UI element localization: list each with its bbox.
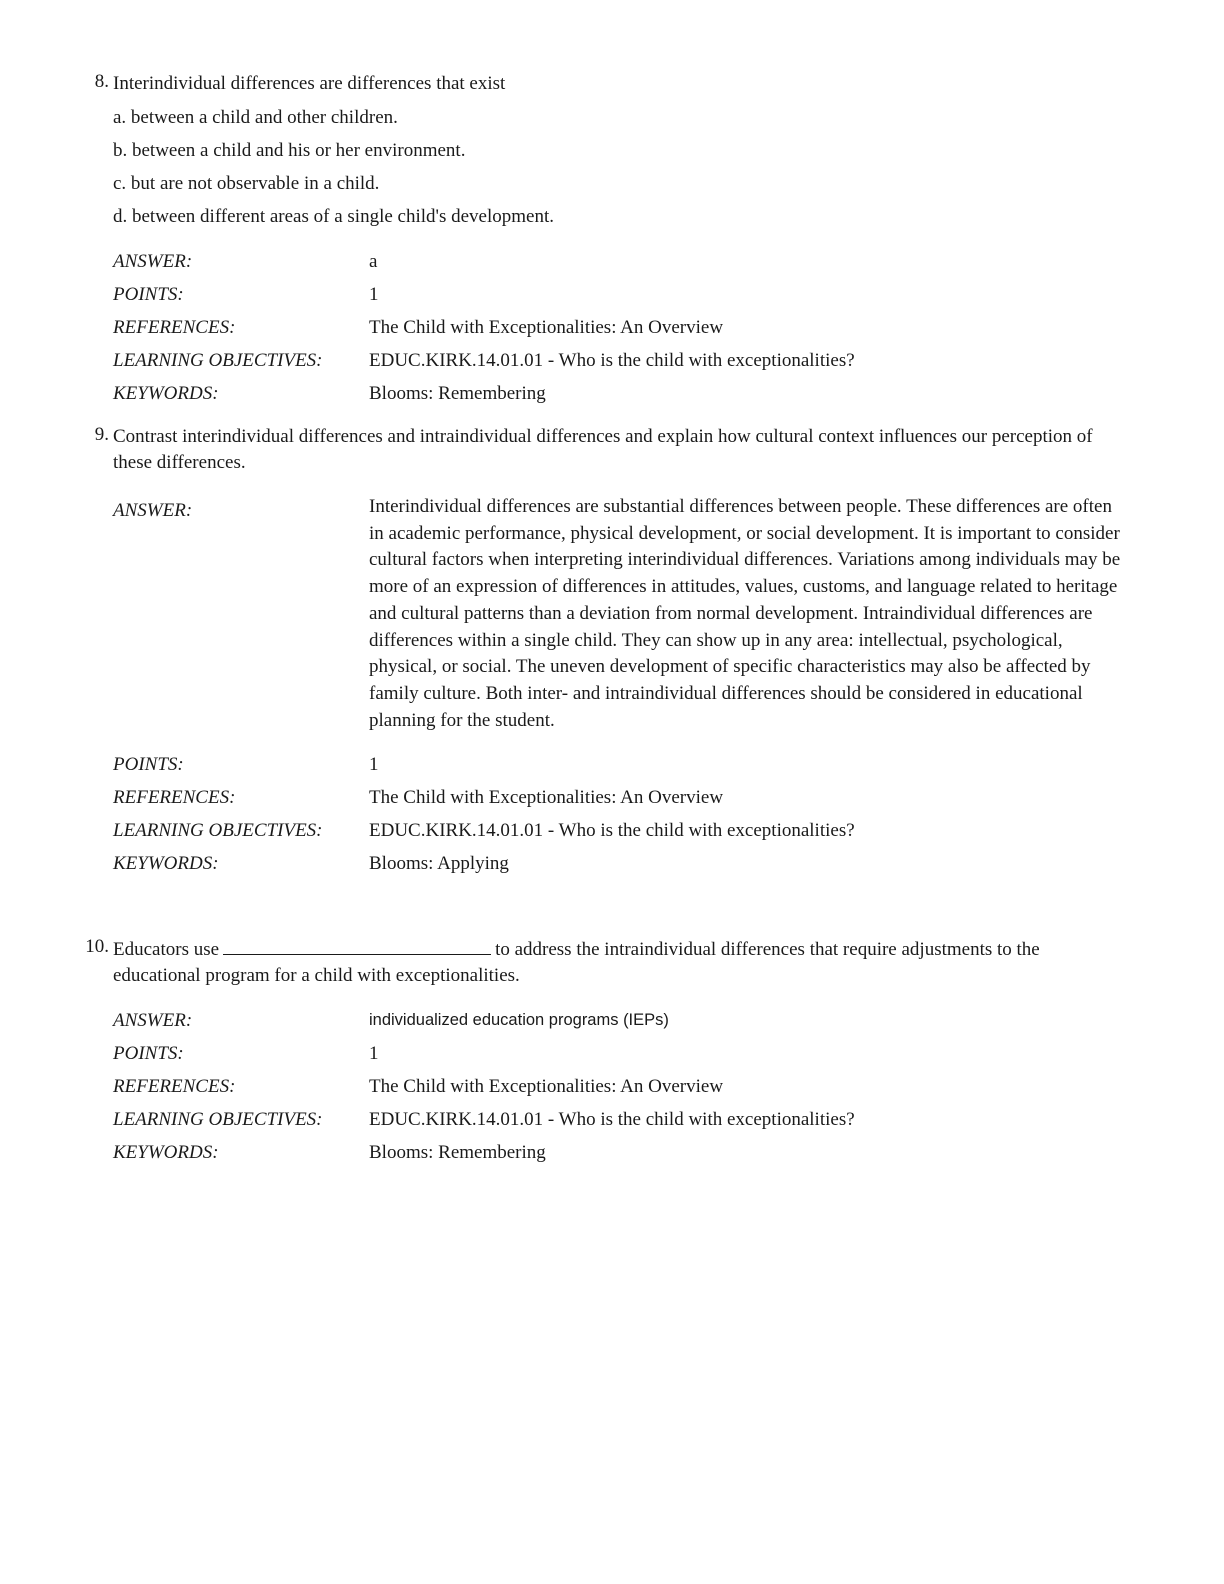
references-label: REFERENCES: bbox=[113, 787, 236, 809]
answer-row bbox=[113, 1004, 1123, 1037]
references-label: REFERENCES: bbox=[113, 317, 236, 338]
keywords-label: KEYWORDS: bbox=[113, 853, 219, 875]
objectives-value: EDUC.KIRK.14.01.01 - Who is the child with exceptionalities? bbox=[369, 1109, 855, 1130]
option-b: b. between a child and his or her environment. bbox=[113, 140, 466, 161]
keywords-row bbox=[113, 847, 1123, 880]
keywords-row bbox=[113, 1136, 1123, 1169]
points-label: POINTS: bbox=[113, 284, 184, 305]
question-stem: Interindividual differences are differences that exist bbox=[113, 73, 506, 94]
points-row bbox=[113, 748, 1123, 781]
stem-before-blank: Educators use bbox=[113, 939, 220, 960]
references-row bbox=[113, 311, 1123, 344]
question-8 bbox=[94, 71, 1123, 410]
answer-label: ANSWER: bbox=[113, 251, 193, 272]
option-d: d. between different areas of a single child's development. bbox=[113, 206, 554, 227]
objectives-row bbox=[113, 344, 1123, 377]
keywords-label: KEYWORDS: bbox=[113, 383, 219, 404]
question-metadata bbox=[113, 494, 1123, 880]
question-9 bbox=[94, 424, 1123, 880]
objectives-label: LEARNING OBJECTIVES: bbox=[113, 820, 323, 842]
references-value: The Child with Exceptionalities: An Overview bbox=[369, 1076, 724, 1097]
fill-in-blank bbox=[223, 936, 491, 955]
objectives-label: LEARNING OBJECTIVES: bbox=[113, 350, 323, 371]
objectives-row bbox=[113, 1103, 1123, 1136]
points-value: 1 bbox=[369, 754, 379, 776]
answer-value: individualized education programs (IEPs) bbox=[369, 1011, 669, 1029]
answer-value: Interindividual differences are substantial differences between people. These differences are often in academic performance, physical development, or social development. It is important to consider cultural factors when interpreting interindividual differences. Variations among individuals may be more of an expression of differences in attitudes, values, customs, and language related to heritage and cultural patterns than a deviation from normal development. Intraindividual differences are differences within a single child. They can show up in any area: intellectual, psychological, physical, or social. The uneven development of specific characteristics may also be affected by family culture. Both inter- and intraindividual differences should be considered in educational planning for the student. bbox=[369, 496, 1121, 731]
points-label: POINTS: bbox=[113, 1043, 184, 1064]
question-stem: Contrast interindividual differences and intraindividual differences and explain how cultural context influences our perception of these differences. bbox=[113, 426, 1093, 473]
keywords-value: Blooms: Remembering bbox=[369, 1142, 546, 1163]
points-value: 1 bbox=[369, 284, 379, 305]
references-row bbox=[113, 781, 1123, 814]
question-10 bbox=[85, 936, 1123, 1169]
points-value: 1 bbox=[369, 1043, 379, 1064]
option-a: a. between a child and other children. bbox=[113, 107, 398, 128]
question-metadata bbox=[113, 1004, 1123, 1169]
objectives-row bbox=[113, 814, 1123, 847]
keywords-value: Blooms: Remembering bbox=[369, 383, 546, 404]
points-row bbox=[113, 1037, 1123, 1070]
question-number: 9. bbox=[94, 424, 109, 445]
references-row bbox=[113, 1070, 1123, 1103]
stem-after-blank: to address the intraindividual differences that require adjustments to the educational program for a child with exceptionalities. bbox=[113, 939, 1040, 986]
references-label: REFERENCES: bbox=[113, 1076, 236, 1097]
answer-value: a bbox=[369, 251, 378, 272]
question-metadata bbox=[113, 245, 1123, 410]
question-number: 10. bbox=[85, 936, 109, 957]
option-c: c. but are not observable in a child. bbox=[113, 173, 380, 194]
answer-label: ANSWER: bbox=[113, 500, 193, 521]
answer-options bbox=[113, 101, 1123, 233]
points-row bbox=[113, 278, 1123, 311]
question-number: 8. bbox=[94, 71, 109, 92]
keywords-row bbox=[113, 377, 1123, 410]
objectives-label: LEARNING OBJECTIVES: bbox=[113, 1109, 323, 1130]
question-stem bbox=[113, 936, 1123, 989]
answer-label: ANSWER: bbox=[113, 1010, 193, 1031]
keywords-value: Blooms: Applying bbox=[369, 853, 509, 875]
points-label: POINTS: bbox=[113, 754, 184, 776]
answer-row bbox=[113, 494, 1123, 748]
references-value: The Child with Exceptionalities: An Overview bbox=[369, 787, 724, 809]
references-value: The Child with Exceptionalities: An Overview bbox=[369, 317, 724, 338]
objectives-value: EDUC.KIRK.14.01.01 - Who is the child with exceptionalities? bbox=[369, 350, 855, 371]
answer-row bbox=[113, 245, 1123, 278]
keywords-label: KEYWORDS: bbox=[113, 1142, 219, 1163]
objectives-value: EDUC.KIRK.14.01.01 - Who is the child with exceptionalities? bbox=[369, 820, 855, 842]
